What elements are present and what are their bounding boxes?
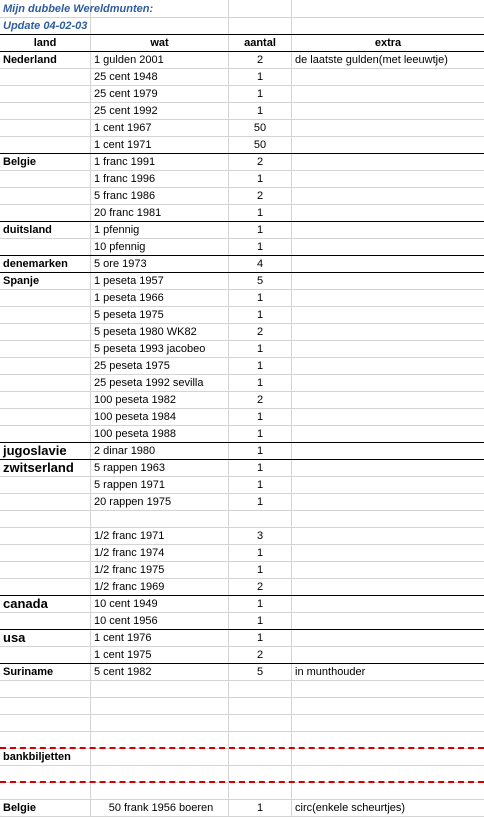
table-row [0, 443, 484, 460]
wat-cell[interactable]: 1/2 franc 1975 [91, 562, 229, 579]
aantal-cell[interactable] [229, 511, 292, 528]
table-row [0, 137, 484, 154]
wat-cell[interactable] [91, 715, 229, 732]
land-cell[interactable]: zwitserland [0, 460, 91, 477]
table-row [0, 749, 484, 766]
table-row [0, 290, 484, 307]
extra-cell[interactable] [292, 86, 484, 103]
table-row [0, 307, 484, 324]
extra-cell[interactable] [292, 749, 484, 766]
extra-cell[interactable] [292, 392, 484, 409]
table-row [0, 630, 484, 647]
wat-cell[interactable]: 1/2 franc 1974 [91, 545, 229, 562]
land-cell[interactable] [0, 86, 91, 103]
table-row [0, 613, 484, 630]
aantal-cell[interactable]: 1 [229, 545, 292, 562]
red-dashed-divider [0, 747, 484, 749]
wat-cell[interactable]: 25 cent 1992 [91, 103, 229, 120]
wat-cell[interactable]: 25 cent 1948 [91, 69, 229, 86]
extra-cell[interactable] [292, 698, 484, 715]
aantal-cell[interactable]: 50 [229, 137, 292, 154]
table-row [0, 205, 484, 222]
land-cell[interactable] [0, 562, 91, 579]
extra-cell[interactable] [292, 426, 484, 443]
extra-cell[interactable] [292, 222, 484, 239]
wat-cell[interactable]: 100 peseta 1984 [91, 409, 229, 426]
extra-cell[interactable] [292, 290, 484, 307]
land-cell[interactable] [0, 409, 91, 426]
aantal-cell[interactable]: 1 [229, 800, 292, 817]
land-cell[interactable]: Spanje [0, 273, 91, 290]
table-row [0, 800, 484, 817]
aantal-cell[interactable]: 1 [229, 494, 292, 511]
wat-cell[interactable]: 5 cent 1982 [91, 664, 229, 681]
extra-cell[interactable] [292, 494, 484, 511]
aantal-cell[interactable]: 2 [229, 647, 292, 664]
table-row [0, 545, 484, 562]
land-cell[interactable] [0, 358, 91, 375]
empty-cell[interactable] [229, 18, 292, 35]
land-cell[interactable] [0, 205, 91, 222]
aantal-cell[interactable]: 1 [229, 307, 292, 324]
land-cell[interactable] [0, 647, 91, 664]
aantal-cell[interactable] [229, 715, 292, 732]
aantal-cell[interactable]: 1 [229, 375, 292, 392]
land-cell[interactable] [0, 494, 91, 511]
wat-cell[interactable]: 1 peseta 1957 [91, 273, 229, 290]
aantal-cell[interactable]: 1 [229, 341, 292, 358]
wat-cell[interactable]: 5 peseta 1980 WK82 [91, 324, 229, 341]
table-row [0, 358, 484, 375]
land-cell[interactable] [0, 477, 91, 494]
aantal-cell[interactable]: 3 [229, 528, 292, 545]
extra-cell[interactable] [292, 715, 484, 732]
empty-cell[interactable] [91, 0, 229, 18]
aantal-cell[interactable]: 2 [229, 324, 292, 341]
aantal-cell[interactable]: 1 [229, 630, 292, 647]
wat-cell[interactable] [91, 783, 229, 800]
land-cell[interactable] [0, 783, 91, 800]
wat-cell[interactable]: 1 cent 1967 [91, 120, 229, 137]
wat-cell[interactable]: 100 peseta 1982 [91, 392, 229, 409]
group-divider [0, 595, 484, 596]
update-label[interactable]: Update 04-02-03 [0, 18, 91, 35]
table-row [0, 460, 484, 477]
land-cell[interactable] [0, 103, 91, 120]
extra-cell[interactable] [292, 239, 484, 256]
extra-cell[interactable] [292, 681, 484, 698]
extra-cell[interactable] [292, 562, 484, 579]
table-row [0, 409, 484, 426]
group-divider [0, 221, 484, 222]
sheet-title[interactable]: Mijn dubbele Wereldmunten: [0, 0, 91, 18]
table-row [0, 375, 484, 392]
extra-cell[interactable] [292, 154, 484, 171]
column-header-land[interactable]: land [0, 35, 91, 52]
wat-cell[interactable]: 1 peseta 1966 [91, 290, 229, 307]
extra-cell[interactable] [292, 477, 484, 494]
table-row [0, 494, 484, 511]
land-cell[interactable] [0, 681, 91, 698]
land-cell[interactable]: bankbiljetten [0, 749, 91, 766]
extra-cell[interactable] [292, 783, 484, 800]
land-cell[interactable]: Nederland [0, 52, 91, 69]
group-divider [0, 459, 484, 460]
wat-cell[interactable]: 20 rappen 1975 [91, 494, 229, 511]
land-cell[interactable] [0, 715, 91, 732]
aantal-cell[interactable] [229, 681, 292, 698]
extra-cell[interactable] [292, 256, 484, 273]
aantal-cell[interactable]: 1 [229, 460, 292, 477]
wat-cell[interactable]: 1 cent 1976 [91, 630, 229, 647]
column-header-wat[interactable]: wat [91, 35, 229, 52]
extra-cell[interactable] [292, 375, 484, 392]
wat-cell[interactable] [91, 698, 229, 715]
aantal-cell[interactable]: 1 [229, 426, 292, 443]
table-row [0, 715, 484, 732]
wat-cell[interactable]: 25 peseta 1992 sevilla [91, 375, 229, 392]
extra-cell[interactable] [292, 647, 484, 664]
empty-cell[interactable] [229, 0, 292, 18]
land-cell[interactable] [0, 698, 91, 715]
table-row [0, 120, 484, 137]
extra-cell[interactable] [292, 69, 484, 86]
extra-cell[interactable] [292, 596, 484, 613]
land-cell[interactable] [0, 528, 91, 545]
land-cell[interactable]: usa [0, 630, 91, 647]
wat-cell[interactable]: 5 rappen 1963 [91, 460, 229, 477]
column-header-aantal[interactable]: aantal [229, 35, 292, 52]
table-row [0, 511, 484, 528]
aantal-cell[interactable]: 1 [229, 222, 292, 239]
table-row [0, 579, 484, 596]
land-cell[interactable] [0, 613, 91, 630]
extra-cell[interactable]: circ(enkele scheurtjes) [292, 800, 484, 817]
table-row [0, 273, 484, 290]
extra-cell[interactable] [292, 409, 484, 426]
table-row [0, 477, 484, 494]
aantal-cell[interactable] [229, 749, 292, 766]
extra-cell[interactable] [292, 120, 484, 137]
aantal-cell[interactable]: 1 [229, 171, 292, 188]
aantal-cell[interactable]: 5 [229, 273, 292, 290]
table-row [0, 154, 484, 171]
header-row [0, 35, 484, 52]
table-row [0, 681, 484, 698]
table-row [0, 256, 484, 273]
wat-cell[interactable]: 5 peseta 1993 jacobeo [91, 341, 229, 358]
table-row [0, 528, 484, 545]
land-cell[interactable] [0, 545, 91, 562]
wat-cell[interactable]: 1 cent 1975 [91, 647, 229, 664]
aantal-cell[interactable]: 1 [229, 86, 292, 103]
extra-cell[interactable] [292, 103, 484, 120]
land-cell[interactable] [0, 307, 91, 324]
table-row [0, 222, 484, 239]
extra-cell[interactable] [292, 171, 484, 188]
land-cell[interactable] [0, 69, 91, 86]
group-divider [0, 663, 484, 664]
aantal-cell[interactable]: 2 [229, 52, 292, 69]
wat-cell[interactable]: 1/2 franc 1971 [91, 528, 229, 545]
land-cell[interactable] [0, 392, 91, 409]
wat-cell[interactable]: 25 peseta 1975 [91, 358, 229, 375]
table-row [0, 341, 484, 358]
aantal-cell[interactable] [229, 783, 292, 800]
extra-cell[interactable] [292, 630, 484, 647]
aantal-cell[interactable]: 1 [229, 613, 292, 630]
table-row [0, 103, 484, 120]
land-cell[interactable] [0, 290, 91, 307]
aantal-cell[interactable]: 1 [229, 69, 292, 86]
land-cell[interactable] [0, 120, 91, 137]
aantal-cell[interactable] [229, 698, 292, 715]
extra-cell[interactable] [292, 579, 484, 596]
wat-cell[interactable] [91, 511, 229, 528]
land-cell[interactable]: Belgie [0, 154, 91, 171]
wat-cell[interactable]: 5 peseta 1975 [91, 307, 229, 324]
title-row [0, 0, 484, 18]
wat-cell[interactable]: 50 frank 1956 boeren [91, 800, 229, 817]
aantal-cell[interactable]: 1 [229, 443, 292, 460]
wat-cell[interactable] [91, 681, 229, 698]
aantal-cell[interactable]: 1 [229, 358, 292, 375]
extra-cell[interactable] [292, 511, 484, 528]
extra-cell[interactable] [292, 341, 484, 358]
wat-cell[interactable]: 25 cent 1979 [91, 86, 229, 103]
column-header-extra[interactable]: extra [292, 35, 484, 52]
land-cell[interactable]: Belgie [0, 800, 91, 817]
wat-cell[interactable]: 5 franc 1986 [91, 188, 229, 205]
land-cell[interactable]: duitsland [0, 222, 91, 239]
empty-cell[interactable] [91, 18, 229, 35]
aantal-cell[interactable]: 2 [229, 392, 292, 409]
aantal-cell[interactable]: 1 [229, 290, 292, 307]
wat-cell[interactable]: 1 gulden 2001 [91, 52, 229, 69]
table-row [0, 324, 484, 341]
table-row [0, 596, 484, 613]
group-divider [0, 629, 484, 630]
table-row [0, 562, 484, 579]
extra-cell[interactable]: de laatste gulden(met leeuwtje) [292, 52, 484, 69]
aantal-cell[interactable]: 1 [229, 409, 292, 426]
extra-cell[interactable] [292, 613, 484, 630]
aantal-cell[interactable]: 4 [229, 256, 292, 273]
extra-cell[interactable] [292, 137, 484, 154]
wat-cell[interactable]: 20 franc 1981 [91, 205, 229, 222]
wat-cell[interactable]: 1 franc 1996 [91, 171, 229, 188]
wat-cell[interactable]: 1 pfennig [91, 222, 229, 239]
empty-cell[interactable] [292, 0, 484, 18]
extra-cell[interactable] [292, 188, 484, 205]
extra-cell[interactable] [292, 545, 484, 562]
group-divider [0, 442, 484, 443]
group-divider [0, 255, 484, 256]
group-divider [0, 272, 484, 273]
land-cell[interactable] [0, 375, 91, 392]
land-cell[interactable]: denemarken [0, 256, 91, 273]
table-row [0, 664, 484, 681]
extra-cell[interactable] [292, 307, 484, 324]
wat-cell[interactable]: 2 dinar 1980 [91, 443, 229, 460]
land-cell[interactable] [0, 239, 91, 256]
table-row [0, 698, 484, 715]
extra-cell[interactable] [292, 460, 484, 477]
land-cell[interactable] [0, 188, 91, 205]
table-row [0, 171, 484, 188]
land-cell[interactable] [0, 579, 91, 596]
land-cell[interactable]: Suriname [0, 664, 91, 681]
extra-cell[interactable] [292, 358, 484, 375]
wat-cell[interactable]: 10 pfennig [91, 239, 229, 256]
extra-cell[interactable] [292, 205, 484, 222]
table-row [0, 783, 484, 800]
aantal-cell[interactable]: 2 [229, 154, 292, 171]
aantal-cell[interactable]: 1 [229, 596, 292, 613]
wat-cell[interactable]: 10 cent 1949 [91, 596, 229, 613]
empty-cell[interactable] [292, 18, 484, 35]
group-divider [0, 153, 484, 154]
aantal-cell[interactable]: 1 [229, 239, 292, 256]
land-cell[interactable] [0, 426, 91, 443]
extra-cell[interactable] [292, 273, 484, 290]
aantal-cell[interactable]: 1 [229, 103, 292, 120]
land-cell[interactable]: jugoslavie [0, 443, 91, 460]
aantal-cell[interactable]: 2 [229, 188, 292, 205]
table-row [0, 188, 484, 205]
aantal-cell[interactable]: 1 [229, 562, 292, 579]
land-cell[interactable] [0, 171, 91, 188]
wat-cell[interactable]: 5 ore 1973 [91, 256, 229, 273]
land-cell[interactable] [0, 137, 91, 154]
aantal-cell[interactable]: 50 [229, 120, 292, 137]
table-row [0, 647, 484, 664]
extra-cell[interactable] [292, 443, 484, 460]
aantal-cell[interactable]: 1 [229, 477, 292, 494]
aantal-cell[interactable]: 2 [229, 579, 292, 596]
land-cell[interactable] [0, 341, 91, 358]
aantal-cell[interactable]: 1 [229, 205, 292, 222]
table-row [0, 426, 484, 443]
table-row [0, 52, 484, 69]
red-dashed-divider [0, 781, 484, 783]
table-row [0, 86, 484, 103]
land-cell[interactable]: canada [0, 596, 91, 613]
land-cell[interactable] [0, 324, 91, 341]
extra-cell[interactable] [292, 324, 484, 341]
wat-cell[interactable]: 5 rappen 1971 [91, 477, 229, 494]
wat-cell[interactable]: 1 cent 1971 [91, 137, 229, 154]
land-cell[interactable] [0, 511, 91, 528]
wat-cell[interactable]: 100 peseta 1988 [91, 426, 229, 443]
update-row [0, 18, 484, 35]
table-row [0, 69, 484, 86]
extra-cell[interactable] [292, 528, 484, 545]
table-row [0, 239, 484, 256]
wat-cell[interactable]: 10 cent 1956 [91, 613, 229, 630]
wat-cell[interactable] [91, 749, 229, 766]
wat-cell[interactable]: 1/2 franc 1969 [91, 579, 229, 596]
header-top-border [0, 34, 484, 35]
table-row [0, 392, 484, 409]
aantal-cell[interactable]: 5 [229, 664, 292, 681]
wat-cell[interactable]: 1 franc 1991 [91, 154, 229, 171]
extra-cell[interactable]: in munthouder [292, 664, 484, 681]
